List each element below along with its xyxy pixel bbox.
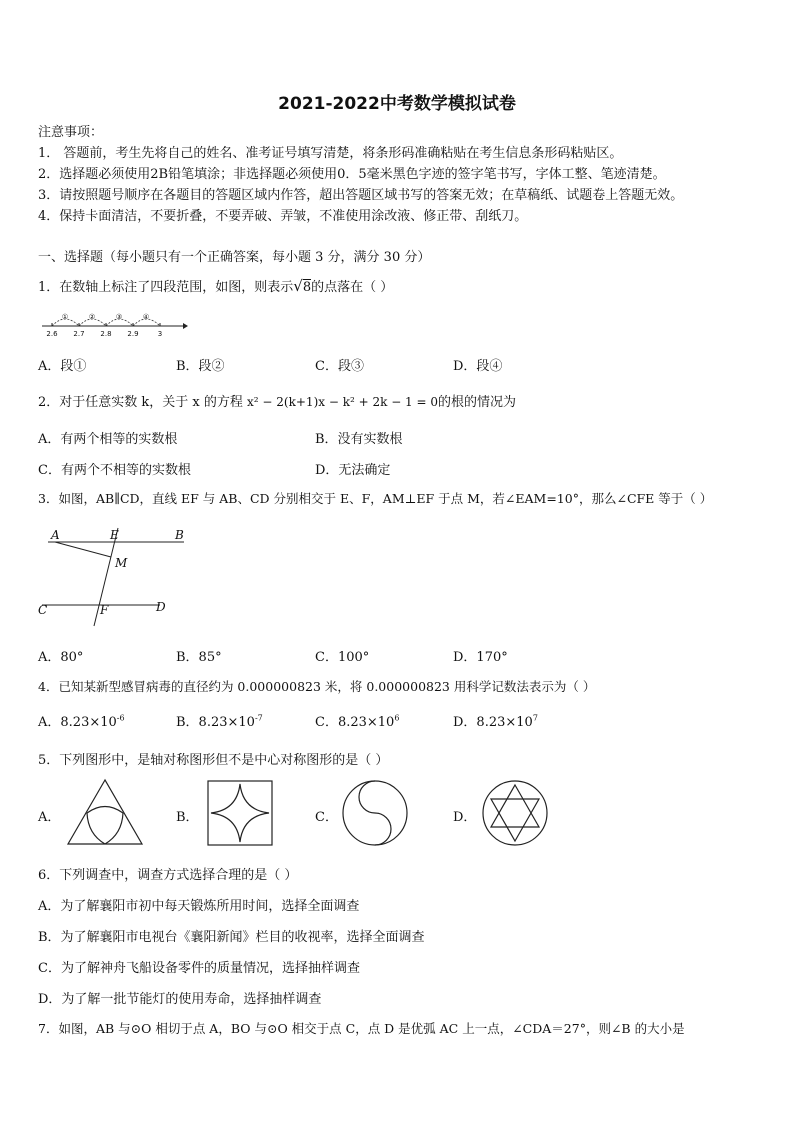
option-base: D．8.23×10 bbox=[453, 715, 533, 730]
yin-yang-figure bbox=[341, 779, 409, 847]
tick-label: 3 bbox=[157, 330, 163, 338]
q2-equation: x² − 2(k+1)x − k² + 2k − 1 = 0 bbox=[247, 395, 439, 409]
point-label-d: D bbox=[156, 600, 166, 614]
q1-option-b[interactable]: B．段② bbox=[176, 359, 225, 374]
notes-heading: 注意事项： bbox=[38, 125, 104, 140]
q6-option-c[interactable]: C．为了解神舟飞船设备零件的质量情况，选择抽样调查 bbox=[38, 961, 360, 976]
segment-label: ① bbox=[61, 313, 69, 321]
notes-item: 3．请按照题号顺序在各题目的答题区域内作答，超出答题区域书写的答案无效；在草稿纸、试题卷上答题无效。 bbox=[38, 188, 684, 203]
point-label-m: M bbox=[115, 556, 128, 570]
q4-option-a[interactable] bbox=[38, 711, 125, 730]
q1-option-d[interactable]: D．段④ bbox=[453, 359, 503, 374]
question-3-stem: 3．如图，AB∥CD，直线 EF 与 AB、CD 分别相交于 E、F，AM⊥EF 于点 M，若∠EAM=10°，那么∠CFE 等于（ ） bbox=[38, 491, 713, 506]
q2-option-d[interactable]: D．无法确定 bbox=[315, 463, 391, 478]
sqrt-symbol: √ bbox=[293, 277, 303, 295]
star-of-david-figure bbox=[481, 779, 549, 847]
notes-item: 4．保持卡面清洁，不要折叠，不要弄破、弄皱，不准使用涂改液、修正带、刮纸刀。 bbox=[38, 209, 528, 224]
q1-radicand: 8 bbox=[302, 280, 312, 295]
option-exponent: 6 bbox=[394, 713, 400, 723]
point-label-a: A bbox=[51, 528, 60, 542]
triangle-arcs-figure bbox=[66, 778, 144, 846]
q1-suffix: 的点落在（ ） bbox=[311, 280, 394, 295]
q5-option-d[interactable]: D． bbox=[453, 810, 477, 825]
question-1-stem bbox=[38, 276, 393, 295]
q5-option-a[interactable]: A． bbox=[38, 810, 61, 825]
tick-label: 2.6 bbox=[46, 330, 58, 338]
parallel-lines-figure bbox=[38, 526, 188, 632]
q2-prefix: 2．对于任意实数 k，关于 x 的方程 bbox=[38, 395, 243, 410]
option-base: B．8.23×10 bbox=[176, 715, 255, 730]
q3-option-b[interactable]: B．85° bbox=[176, 650, 222, 665]
q2-suffix: 的根的情况为 bbox=[438, 395, 517, 410]
segment-label: ④ bbox=[142, 313, 150, 321]
q4-option-c[interactable] bbox=[315, 711, 399, 730]
q6-option-b[interactable]: B．为了解襄阳市电视台《襄阳新闻》栏目的收视率，选择全面调查 bbox=[38, 930, 425, 945]
point-label-c: C bbox=[38, 603, 48, 617]
q2-option-a[interactable]: A．有两个相等的实数根 bbox=[38, 432, 178, 447]
point-label-b: B bbox=[175, 528, 184, 542]
q4-option-d[interactable] bbox=[453, 711, 538, 730]
question-6-stem: 6．下列调查中，调查方式选择合理的是（ ） bbox=[38, 868, 298, 883]
q1-prefix: 1．在数轴上标注了四段范围，如图，则表示 bbox=[38, 280, 294, 295]
segment-label: ③ bbox=[115, 313, 123, 321]
option-base: A．8.23×10 bbox=[38, 715, 117, 730]
q1-option-a[interactable]: A．段① bbox=[38, 359, 87, 374]
notes-item: 1． 答题前，考生先将自己的姓名、准考证号填写清楚，将条形码准确粘贴在考生信息条形码粘贴区。 bbox=[38, 146, 623, 161]
point-label-e: E bbox=[110, 528, 119, 542]
question-2-stem bbox=[38, 391, 516, 410]
page-title: 2021-2022中考数学模拟试卷 bbox=[278, 94, 516, 114]
q3-option-d[interactable]: D．170° bbox=[453, 650, 508, 665]
segment-label: ② bbox=[88, 313, 96, 321]
q6-option-d[interactable]: D．为了解一批节能灯的使用寿命，选择抽样调查 bbox=[38, 992, 322, 1007]
square-star-figure bbox=[207, 780, 273, 846]
q1-option-c[interactable]: C．段③ bbox=[315, 359, 364, 374]
question-7-stem: 7．如图，AB 与⊙O 相切于点 A，BO 与⊙O 相交于点 C，点 D 是优弧 AC 上一点，∠CDA＝27°，则∠B 的大小是 bbox=[38, 1021, 685, 1036]
tick-label: 2.8 bbox=[100, 330, 112, 338]
option-exponent: 7 bbox=[532, 713, 538, 723]
q5-option-c[interactable]: C． bbox=[315, 810, 338, 825]
notes-item: 2．选择题必须使用2B铅笔填涂；非选择题必须使用0．5毫米黑色字迹的签字笔书写，字体工整、笔迹清楚。 bbox=[38, 167, 666, 182]
q6-option-a[interactable]: A．为了解襄阳市初中每天锻炼所用时间，选择全面调查 bbox=[38, 899, 360, 914]
q5-option-b[interactable]: B． bbox=[176, 810, 199, 825]
number-line-figure bbox=[38, 306, 188, 342]
q4-option-b[interactable] bbox=[176, 711, 263, 730]
q3-option-a[interactable]: A．80° bbox=[38, 650, 84, 665]
option-base: C．8.23×10 bbox=[315, 715, 395, 730]
q2-option-b[interactable]: B．没有实数根 bbox=[315, 432, 403, 447]
question-4-stem: 4．已知某新型感冒病毒的直径约为 0.000000823 米，将 0.000000823 用科学记数法表示为（ ） bbox=[38, 679, 596, 694]
option-exponent: -7 bbox=[254, 713, 263, 723]
tick-label: 2.7 bbox=[73, 330, 85, 338]
q2-option-c[interactable]: C．有两个不相等的实数根 bbox=[38, 463, 191, 478]
q3-option-c[interactable]: C．100° bbox=[315, 650, 370, 665]
option-exponent: -6 bbox=[116, 713, 125, 723]
question-5-stem: 5．下列图形中，是轴对称图形但不是中心对称图形的是（ ） bbox=[38, 753, 389, 768]
tick-label: 2.9 bbox=[127, 330, 139, 338]
point-label-f: F bbox=[100, 603, 109, 617]
section-heading: 一、选择题（每小题只有一个正确答案，每小题 3 分，满分 30 分） bbox=[38, 250, 431, 265]
